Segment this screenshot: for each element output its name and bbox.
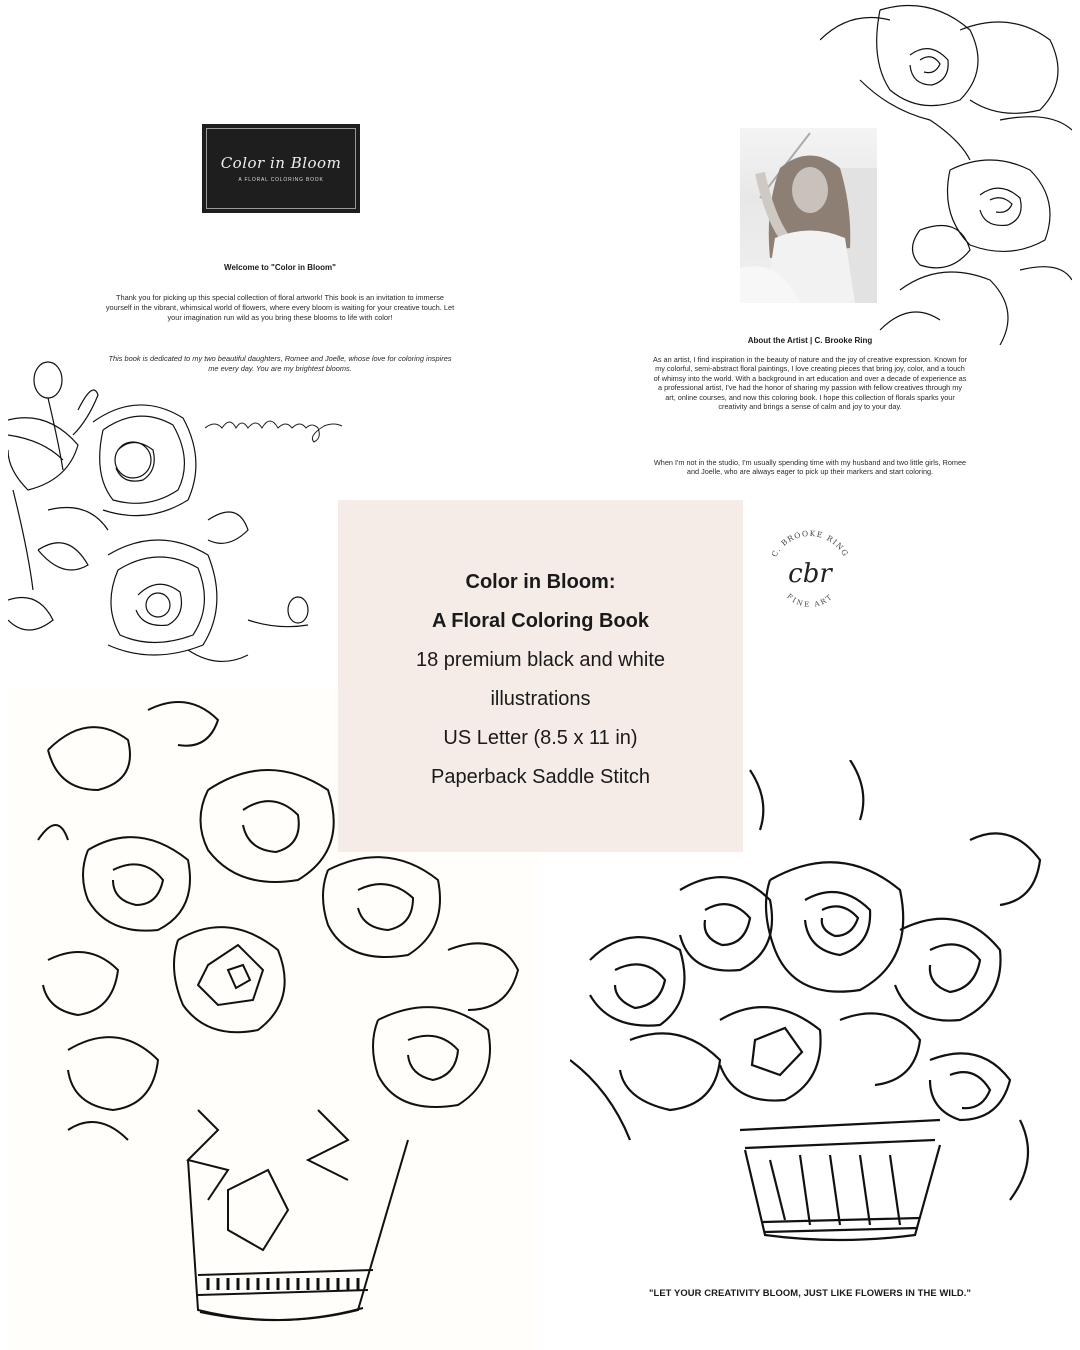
- product-title-line-1: Color in Bloom:: [465, 571, 616, 593]
- product-detail-binding: Paperback Saddle Stitch: [430, 766, 651, 788]
- svg-text:cbr: cbr: [788, 559, 832, 589]
- product-detail-illustrations-cont: illustrations: [490, 688, 591, 710]
- portrait-icon: [740, 128, 877, 303]
- inspirational-quote: "LET YOUR CREATIVITY BLOOM, JUST LIKE FLOWERS IN THE WILD.": [648, 1287, 972, 1298]
- svg-text:FINE ART: FINE ART: [785, 592, 835, 610]
- about-artist-body: As an artist, I find inspiration in the beauty of nature and the joy of creative expression. Known for my colorful, semi-abstract floral paintings, I love creating pieces that bring joy, color, and a touch of whimsy into the world. With a background in art education and over a decade of experience as a professional artist, I've had the honor of sharing my passion with fellow creatives through my art, online courses, and now this coloring book. I hope this collection of florals sparks your creativity and brings a sense of calm and joy to your day.: [653, 355, 967, 412]
- artist-photo: [740, 128, 877, 303]
- cbr-fine-art-logo: [758, 528, 862, 614]
- about-artist-heading: About the Artist | C. Brooke Ring: [747, 336, 873, 345]
- about-artist-family: When I'm not in the studio, I'm usually spending time with my husband and two little girls, Romee and Joelle, who are always eager to pick up their markers and start coloring.: [653, 458, 967, 477]
- book-script-title: Color in Bloom: [220, 154, 342, 172]
- signature-icon: [200, 406, 350, 446]
- product-title-line-2: A Floral Coloring Book: [431, 610, 650, 632]
- welcome-heading: Welcome to "Color in Bloom": [224, 263, 336, 272]
- book-title-card: [202, 124, 360, 213]
- svg-text:C. BROOKE RING: C. BROOKE RING: [769, 528, 851, 559]
- welcome-dedication: This book is dedicated to my two beautiful daughters, Romee and Joelle, whose love for coloring inspires me every day. You are my brightest blooms.: [108, 354, 452, 373]
- welcome-body: Thank you for picking up this special collection of floral artwork! This book is an invitation to immerse yourself in the vibrant, whimsical world of flowers, where every bloom is waiting for your creative touch. Let your imagination run wild as you bring these blooms to life with color!: [105, 293, 455, 322]
- product-info-box: [338, 500, 743, 852]
- product-detail-size: US Letter (8.5 x 11 in): [443, 727, 638, 749]
- book-subtitle: A FLORAL COLORING BOOK: [238, 177, 324, 183]
- peony-line-art-icon: [8, 350, 348, 670]
- product-detail-illustrations: 18 premium black and white: [415, 649, 665, 671]
